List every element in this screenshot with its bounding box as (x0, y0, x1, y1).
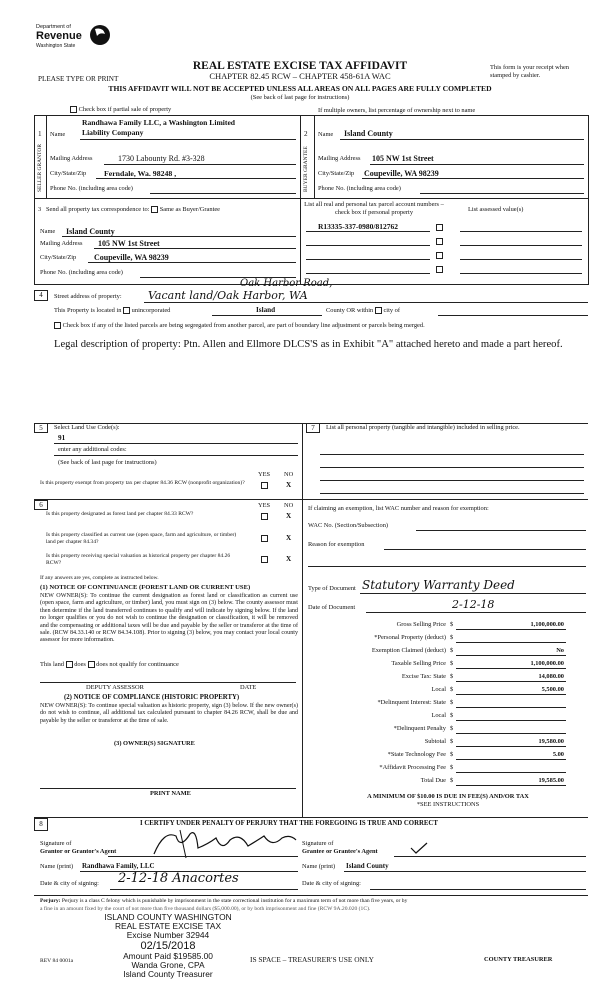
city-of-label: city of (383, 307, 400, 314)
doc-type-label: Type of Document (308, 585, 356, 592)
logo-line2: Revenue (36, 30, 82, 42)
revenue-logo (36, 24, 116, 58)
if-yes-note: If any answers are yes, complete as instructed below. (40, 575, 159, 581)
county-row (326, 307, 400, 315)
current-use-yes-checkbox[interactable] (261, 535, 268, 542)
deputy-assessor: DEPUTY ASSESSOR (86, 684, 144, 691)
s6-no-header: NO (284, 502, 294, 509)
grantor-sig-label1: Signature of (40, 840, 72, 847)
located-label: This Property is located in (54, 307, 122, 314)
tax-row-label: *Personal Property (deduct) (374, 634, 446, 641)
exempt-question: Is this property exempt from property tax per chapter 84.36 RCW (nonprofit organization)? (40, 480, 245, 486)
reason-label: Reason for exemption (308, 541, 365, 548)
same-as-buyer-checkbox[interactable] (151, 206, 158, 213)
unincorporated-label: unincorporated (131, 307, 171, 314)
q-forest: Is this property designated as forest land per chapter 84.33 RCW? (46, 511, 194, 517)
perjury-text1: Perjury is a class C felony which is punishable by imprisonment in the state correctional institution for a maximum term of not more than five years, or by (61, 898, 408, 904)
seller-name-label: Name (50, 131, 66, 138)
print-name-label: PRINT NAME (150, 790, 191, 797)
seller-side-label: SELLER GRANTOR (37, 143, 43, 192)
notice2-body: NEW OWNER(S): To continue special valuation as historic property, sign (3) below. If the new owner(s) do not wish to continue, all additional tax calculated pursuant to chapter 84.26 RCW, shall be due and payable by the seller or transferor at the time of sale. (40, 703, 298, 724)
tax-row-label: Gross Selling Price (396, 621, 446, 628)
grantor-sig-label2: Grantor or Grantor's Agent (40, 848, 117, 855)
s3-phone-label: Phone No. (including area code) (40, 269, 123, 276)
section4-number: 4 (34, 290, 48, 301)
tax-row-prefix: $ (450, 686, 454, 693)
current-use-answer: X (286, 534, 292, 542)
street-hand: Vacant land/Oak Harbor, WA (148, 289, 308, 302)
s3-city-label: City/State/Zip (40, 254, 77, 261)
s3-name: Island County (66, 227, 115, 236)
city-of-checkbox[interactable] (375, 307, 382, 314)
forest-answer: X (286, 512, 292, 520)
minimum-note: A MINIMUM OF $10.00 IS DUE IN FEE(S) AND/OR TAX (367, 793, 529, 800)
receipt-note: This form is your receipt when stamped by cashier. (490, 64, 569, 79)
section6-number: 6 (34, 500, 48, 510)
tax-row-prefix: $ (450, 634, 454, 641)
does-checkbox[interactable] (66, 661, 73, 668)
grantor-date-label: Date & city of signing: (40, 880, 99, 887)
continuance-row (40, 661, 179, 669)
buyer-mailing-label: Mailing Address (318, 155, 361, 162)
exempt-answer: X (286, 481, 292, 489)
tax-row-value: 19,585.00 (538, 777, 564, 784)
stamp-line3: Excise Number 32944 (126, 930, 210, 940)
q-current-use: Is this property classified as current use (open space, farm and agriculture, or timber) land per chapter 84.34? (46, 532, 237, 545)
unincorporated-checkbox[interactable] (123, 307, 130, 314)
partial-sale-label: Check box if partial sale of property (78, 106, 172, 113)
tax-row-value: 14,080.00 (538, 673, 564, 680)
grantor-name: Randhawa Family, LLC (82, 862, 155, 870)
tax-row-prefix: $ (450, 738, 454, 745)
grantee-name: Island County (346, 862, 389, 870)
please-type: PLEASE TYPE OR PRINT (38, 75, 119, 83)
notice2-title: (2) NOTICE OF COMPLIANCE (HISTORIC PROPERTY) (64, 694, 240, 701)
buyer-mailing: 105 NW 1st Street (372, 154, 434, 163)
segregated-checkbox[interactable] (54, 322, 61, 329)
buyer-city: Coupeville, WA 98239 (364, 169, 439, 178)
tax-row-label: *State Technology Fee (387, 751, 446, 758)
tax-row-value: 1,100,000.00 (530, 660, 564, 667)
forest-yes-checkbox[interactable] (261, 513, 268, 520)
exemption-label: If claiming an exemption, list WAC number and reason for exemption: (308, 505, 489, 512)
county-label: County OR within (326, 307, 374, 314)
tax-row-label: Subtotal (424, 738, 446, 745)
rev-number: REV 84 0001a (40, 958, 74, 964)
seller-phone-label: Phone No. (including area code) (50, 185, 133, 192)
stamp-line5: Amount Paid $19585.00 (123, 951, 213, 961)
land-use-label: Select Land Use Code(s): (54, 424, 120, 431)
section7-number: 7 (306, 423, 320, 433)
seller-name-line1: Randhawa Family LLC, a Washington Limited (82, 118, 236, 127)
personal-property-checkbox-2[interactable] (436, 238, 443, 245)
tax-row-prefix: $ (450, 751, 454, 758)
s3-city: Coupeville, WA 98239 (94, 253, 169, 262)
seller-city-label: City/State/Zip (50, 170, 87, 177)
historic-yes-checkbox[interactable] (261, 556, 268, 563)
grantee-name-label: Name (print) (302, 863, 336, 870)
buyer-city-label: City/State/Zip (318, 170, 355, 177)
section3-label: Send all property tax correspondence to: (46, 206, 150, 213)
tax-row-label: Taxable Selling Price (391, 660, 446, 667)
seller-city: Ferndale, Wa. 98248 , (104, 169, 177, 178)
doc-date-label: Date of Document (308, 604, 356, 611)
notice1-title: (1) NOTICE OF CONTINUANCE (FOREST LAND OR CURRENT USE) (40, 584, 251, 591)
historic-answer: X (286, 555, 292, 563)
buyer-side-label: BUYER GRANTEE (303, 146, 309, 192)
owner-signature-label: (3) OWNER(S) SIGNATURE (114, 740, 195, 747)
seller-name-line2: Liability Company (82, 128, 144, 137)
see-back-note: (See back of last page for instructions) (250, 94, 350, 101)
checkmark-icon (410, 842, 428, 854)
stamp-line4: 02/15/2018 (140, 940, 196, 952)
tax-row-prefix: $ (450, 725, 454, 732)
assessed-header: List assessed value(s) (468, 206, 524, 213)
tax-row-value: 5,500.00 (541, 686, 564, 693)
section2-number: 2 (304, 130, 308, 138)
tax-row-value: 1,100,000.00 (530, 621, 564, 628)
tax-row-label: *Affidavit Processing Fee (379, 764, 446, 771)
s3-name-label: Name (40, 228, 56, 235)
grantor-date-hand: 2-12-18 Anacortes (118, 871, 239, 886)
this-land-label: This land (40, 661, 64, 668)
tax-row-prefix: $ (450, 660, 454, 667)
segregated-row (54, 322, 425, 330)
street-hand-top: Oak Harbor Road, (240, 278, 333, 289)
stamp-line6: Wanda Grone, CPA (131, 960, 205, 970)
tax-row-label: Local (431, 686, 446, 693)
located-row (54, 307, 170, 315)
doc-date-hand: 2-12-18 (452, 598, 495, 611)
logo-line1: Department of (36, 24, 71, 30)
tax-row-prefix: $ (450, 647, 454, 654)
does-label: does (74, 661, 86, 668)
additional-codes: enter any additional codes: (58, 446, 127, 453)
does-not-label: does not qualify for continuance (96, 661, 179, 668)
exempt-yes-checkbox[interactable] (261, 482, 268, 489)
section3-number: 3 (38, 206, 42, 213)
logo-line3: Washington State (36, 43, 76, 49)
parcel-number: R13335-337-0980/812762 (318, 222, 398, 231)
dor-emblem-icon (88, 24, 112, 46)
tax-row-value: 19,580.00 (538, 738, 564, 745)
section5-number: 5 (34, 423, 48, 433)
notice1-body: NEW OWNER(S): To continue the current designation as forest land or classification as current use (open space, farm and agriculture, or timber) land, you must sign on (3) below. The county assessor must then determine if the land transferred continues to qualify and will indicate by signing below. If the land no longer qualifies or you do not wish to continue the designation or classification, it will be removed and the compensating or additional taxes will be due and payable by the seller or transferor at the time of sale. (RCW 84.33.140 or RCW 84.34.108). Prior to signing (3) below, you may contact your local county assessor for more information. (40, 593, 298, 644)
grantor-signature-icon (150, 826, 300, 860)
q-historic: Is this property receiving special valuation as historical property per chapter 84.26 RCW? (46, 553, 231, 566)
section8-number: 8 (34, 818, 48, 831)
buyer-name: Island County (344, 129, 393, 138)
deputy-date: DATE (240, 684, 257, 691)
treasurer-space: IS SPACE – TREASURER'S USE ONLY (250, 955, 375, 964)
county-value: Island (256, 306, 276, 314)
tax-row-label: Local (431, 712, 446, 719)
land-use-code: 91 (58, 434, 66, 442)
tax-row-label: *Delinquent Penalty (393, 725, 446, 732)
personal-property-checkbox-1[interactable] (436, 224, 443, 231)
section1-number: 1 (38, 130, 42, 138)
s5-no-header: NO (284, 471, 294, 478)
tax-row-prefix: $ (450, 777, 454, 784)
buyer-name-label: Name (318, 131, 334, 138)
wac-label: WAC No. (Section/Subsection) (308, 522, 389, 529)
section3-row (38, 206, 220, 214)
stamp-line7: Island County Treasurer (123, 969, 213, 979)
segregated-label: Check box if any of the listed parcels are being segregated from another parcel, are part of boundary line adjustment or parcels being merged. (62, 322, 425, 329)
tax-row-prefix: $ (450, 699, 454, 706)
certify-line: I CERTIFY UNDER PENALTY OF PERJURY THAT THE FOREGOING IS TRUE AND CORRECT (140, 820, 438, 827)
tax-row-label: Exemption Claimed (deduct) (371, 647, 446, 654)
does-not-checkbox[interactable] (88, 661, 95, 668)
form-warning: THIS AFFIDAVIT WILL NOT BE ACCEPTED UNLESS ALL AREAS ON ALL PAGES ARE FULLY COMPLETED (108, 84, 492, 93)
street-label: Street address of property: (54, 293, 122, 300)
tax-row-prefix: $ (450, 621, 454, 628)
s6-yes-header: YES (258, 502, 271, 509)
legal-description: Legal description of property: Ptn. Allen and Ellmore DLCS'S as in Exhibit "A" attached hereto and made a part hereof. (54, 339, 563, 350)
stamp-line1: ISLAND COUNTY WASHINGTON (104, 912, 232, 922)
form-subtitle: CHAPTER 82.45 RCW – CHAPTER 458-61A WAC (209, 71, 391, 81)
multiple-owners-note: If multiple owners, list percentage of ownership next to name (318, 107, 476, 114)
perjury-label: Perjury: (40, 898, 61, 904)
parcel-header: List all real and personal tax parcel account numbers – check box if personal property (304, 201, 444, 216)
tax-row-label: *Delinquent Interest: State (377, 699, 446, 706)
grantee-sig-label2: Grantee or Grantee's Agent (302, 848, 378, 855)
treasurer-stamp (88, 913, 248, 979)
doc-type-hand: Statutory Warranty Deed (362, 578, 515, 592)
seller-mailing-label: Mailing Address (50, 155, 93, 162)
county-treasurer: COUNTY TREASURER (484, 956, 553, 963)
personal-property-checkbox-4[interactable] (436, 266, 443, 273)
grantee-date-label: Date & city of signing: (302, 880, 361, 887)
seller-mailing: 1730 Labounty Rd. #3-328 (118, 154, 205, 163)
partial-sale-checkbox[interactable] (70, 106, 77, 113)
tax-row-value: No (556, 647, 564, 654)
grantee-sig-label1: Signature of (302, 840, 334, 847)
see-instructions: *SEE INSTRUCTIONS (416, 801, 480, 808)
s5-see-back: (See back of last page for instructions) (58, 459, 157, 466)
form-title: REAL ESTATE EXCISE TAX AFFIDAVIT (192, 60, 408, 72)
perjury-text2: a fine in an amount fixed by the court of not more than five thousand dollars ($5,000.00), or by both imprisonment and fine (RCW 9A.20.020 (1C). (40, 906, 371, 912)
tax-row-label: Total Due (420, 777, 446, 784)
stamp-line2: REAL ESTATE EXCISE TAX (114, 921, 222, 931)
personal-property-checkbox-3[interactable] (436, 252, 443, 259)
tax-row-prefix: $ (450, 764, 454, 771)
partial-sale-row (70, 106, 171, 114)
perjury-block (40, 898, 588, 905)
same-as-buyer-label: Same as Buyer/Grantee (159, 206, 221, 213)
grantor-name-label: Name (print) (40, 863, 74, 870)
tax-row-value: 5.00 (552, 751, 564, 758)
buyer-phone-label: Phone No. (including area code) (318, 185, 401, 192)
s3-mailing: 105 NW 1st Street (98, 239, 160, 248)
tax-row-prefix: $ (450, 673, 454, 680)
tax-row-prefix: $ (450, 712, 454, 719)
personal-property-label: List all personal property (tangible and intangible) included in selling price. (326, 424, 520, 431)
s5-yes-header: YES (258, 471, 271, 478)
s3-mailing-label: Mailing Address (40, 240, 83, 247)
tax-row-label: Excise Tax: State (401, 673, 446, 680)
